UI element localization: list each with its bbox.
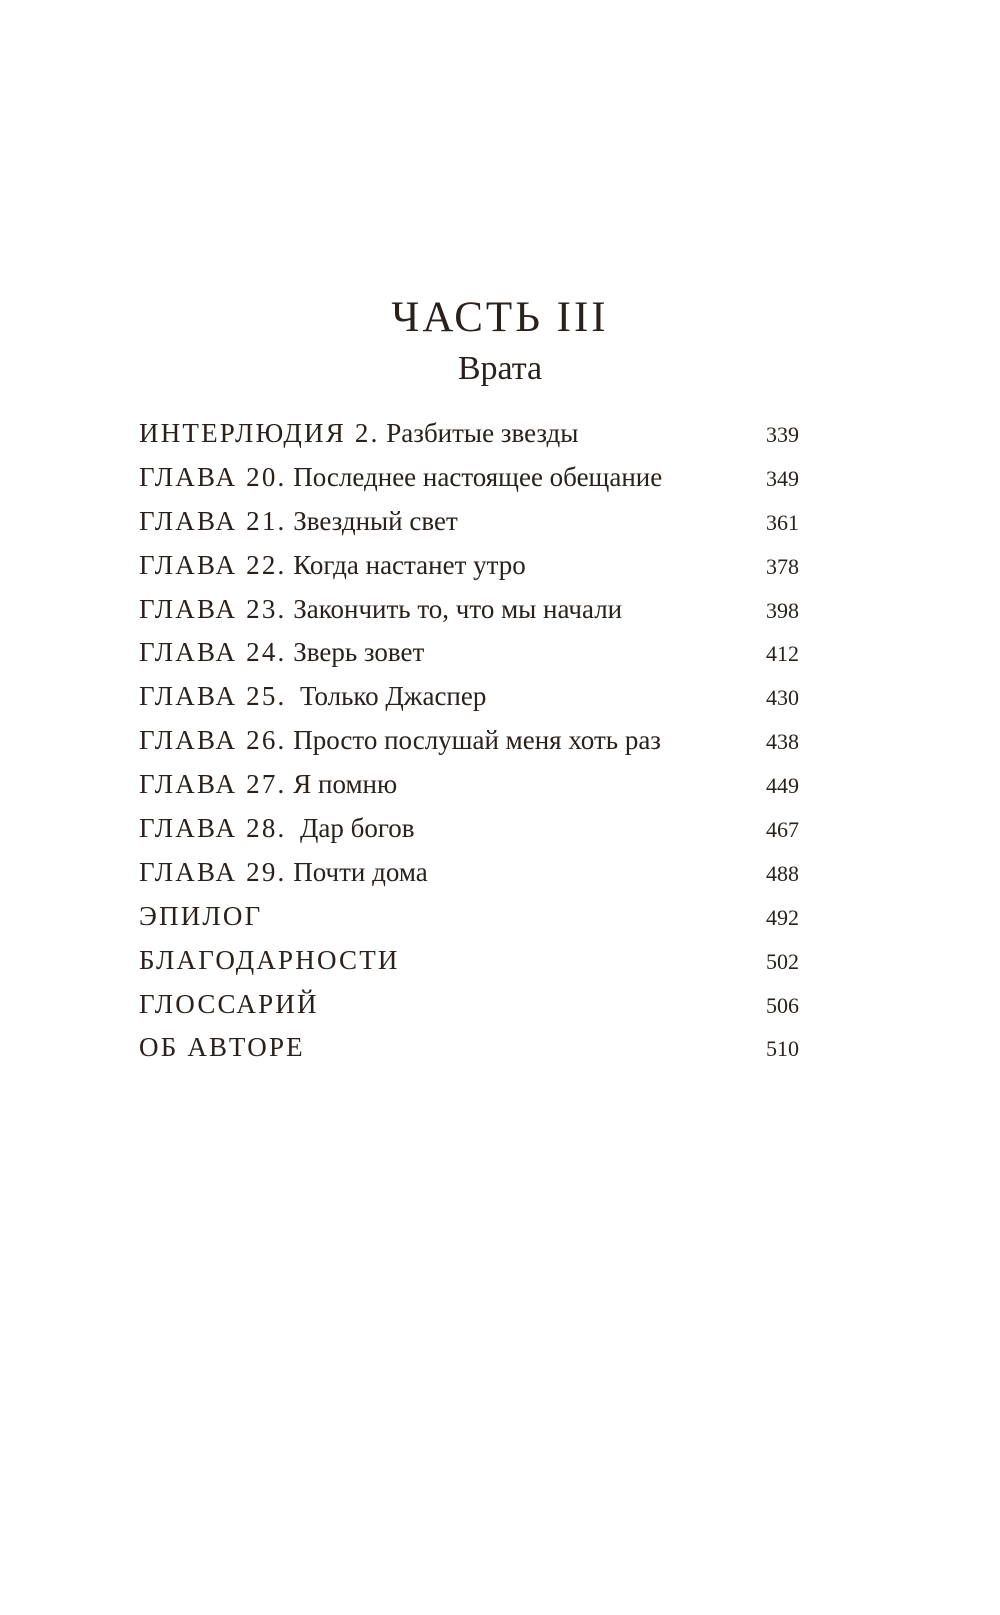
toc-entry <box>139 939 799 983</box>
toc-entry <box>139 675 799 719</box>
toc-entry <box>139 1026 799 1070</box>
toc-entry-label <box>139 588 622 632</box>
toc-entry-title: Последнее настоящее обещание <box>286 461 663 492</box>
toc-entry-label <box>139 500 458 544</box>
toc-entry-label <box>139 631 424 675</box>
toc-entry-title: Звездный свет <box>286 505 458 536</box>
toc-entry <box>139 544 799 588</box>
toc-entry <box>139 631 799 675</box>
toc-entry-prefix: ГЛАВА 24. <box>139 637 287 668</box>
toc-entry-prefix: ЭПИЛОГ <box>139 900 263 931</box>
toc-entry-page: 378 <box>766 553 799 579</box>
toc-entry-prefix: ГЛОССАРИЙ <box>139 988 319 1019</box>
toc-entry-page: 506 <box>766 992 799 1018</box>
toc-entry-prefix: ИНТЕРЛЮДИЯ 2. <box>139 418 380 448</box>
toc-entry-prefix: ГЛАВА 28. <box>139 813 287 844</box>
toc-entry <box>139 412 799 456</box>
toc-entry-prefix: ГЛАВА 23. <box>139 593 287 624</box>
toc-entry <box>139 456 799 500</box>
toc-entry-page: 449 <box>766 773 799 799</box>
toc-entry-title: Почти дома <box>286 856 428 887</box>
toc-entry-label <box>139 763 397 807</box>
toc-entry-label <box>139 895 262 939</box>
toc-entry <box>139 500 799 544</box>
toc-entry-title: Когда настанет утро <box>286 549 526 580</box>
toc-entry-page: 488 <box>766 860 799 886</box>
part-title: ЧАСТЬ III <box>391 294 609 341</box>
toc-entry-label <box>139 456 662 500</box>
toc-entry-page: 438 <box>766 729 799 755</box>
toc-entry <box>139 763 799 807</box>
toc-entry-page: 361 <box>766 509 799 535</box>
toc-entry-title: Закончить то, что мы начали <box>286 593 623 624</box>
toc-entry-prefix: ГЛАВА 26. <box>139 725 287 756</box>
toc-entry <box>139 807 799 851</box>
toc-entry-label <box>139 939 400 983</box>
toc-entry-title: Я помню <box>286 769 398 800</box>
toc-entry-title: Только Джаспер <box>286 681 487 712</box>
toc-entry-prefix: ГЛАВА 21. <box>139 505 287 536</box>
toc-entry-page: 502 <box>766 948 799 974</box>
toc-entry-page: 398 <box>766 597 799 623</box>
toc-entry-page: 349 <box>766 465 799 491</box>
toc-entry-label <box>139 544 526 588</box>
toc-entry-prefix: ГЛАВА 20. <box>139 461 287 492</box>
toc-entry-page: 492 <box>766 904 799 930</box>
toc-entry-prefix: ГЛАВА 22. <box>139 549 287 580</box>
toc-entry <box>139 719 799 763</box>
toc-entry-title: Разбитые звезды <box>379 418 579 448</box>
toc-entry-prefix: ГЛАВА 27. <box>139 769 287 800</box>
toc-entry-prefix: ОБ АВТОРЕ <box>139 1032 305 1063</box>
toc-entry-label <box>139 983 319 1027</box>
toc-entry <box>139 983 799 1027</box>
toc-entry-label <box>139 1026 305 1070</box>
toc-entry-prefix: ГЛАВА 25. <box>139 681 287 712</box>
toc-entry <box>139 851 799 895</box>
toc-entry-prefix: БЛАГОДАРНОСТИ <box>139 944 400 975</box>
toc-entry-page: 339 <box>766 422 799 447</box>
toc-entry-title: Просто послушай меня хоть раз <box>286 725 661 756</box>
toc-entry-page: 412 <box>766 641 799 667</box>
toc-entry-label <box>139 412 578 456</box>
toc-entry-title: Зверь зовет <box>286 637 425 668</box>
toc-entry-prefix: ГЛАВА 29. <box>139 856 287 887</box>
toc-entry-label <box>139 719 661 763</box>
toc-entry-page: 467 <box>766 817 799 843</box>
toc-entry <box>139 588 799 632</box>
toc-entry-label <box>139 675 486 719</box>
part-subtitle: Врата <box>457 350 543 387</box>
toc-entry-page: 510 <box>766 1036 799 1062</box>
toc-entry-label <box>139 807 415 851</box>
toc-entry-page: 430 <box>766 685 799 711</box>
toc-entry-label <box>139 851 428 895</box>
toc-entry <box>139 895 799 939</box>
table-of-contents <box>139 412 799 1070</box>
toc-entry-title: Дар богов <box>286 813 415 844</box>
